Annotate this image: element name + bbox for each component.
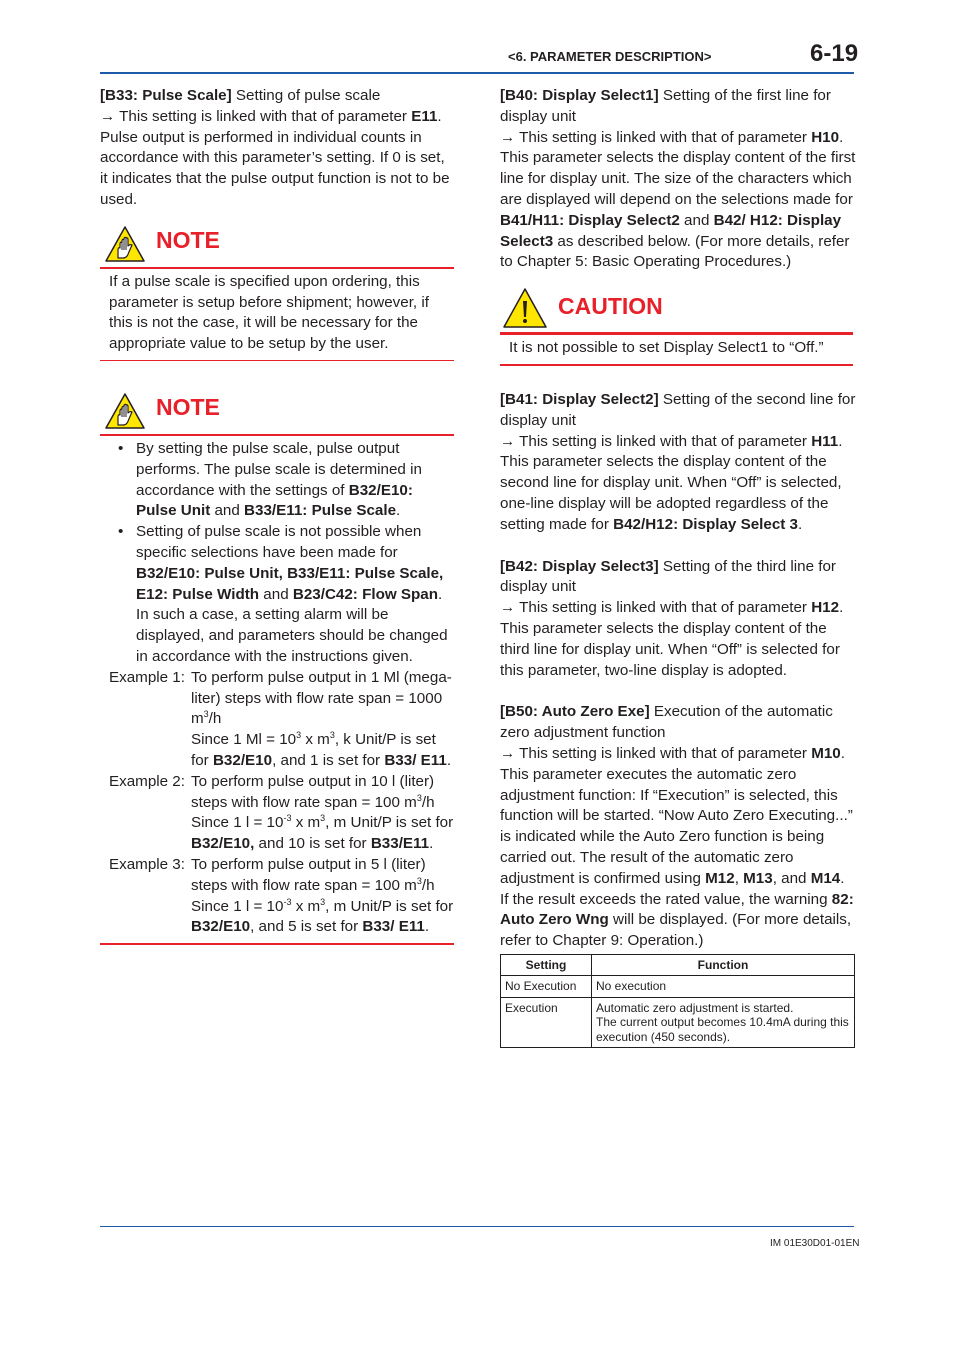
footer-rule: [100, 1226, 854, 1227]
note-box-2: [100, 392, 454, 945]
header-rule: [100, 72, 854, 74]
hand-warning-icon: [104, 225, 146, 263]
b40-title: [B40: Display Select1]: [500, 87, 659, 104]
auto-zero-table: [500, 954, 855, 1049]
bullet-icon: •: [118, 439, 124, 457]
hand-warning-icon: [104, 392, 146, 430]
table-header-function: Function: [592, 954, 855, 976]
arrow-icon: →: [500, 128, 516, 146]
note-bottom-rule: [100, 360, 454, 361]
example-3: Example 3: To perform pulse output in 5 l (liter) steps with flow rate span = 100 $m^3/h$ Since 1 $l = 10^{-3}$ x $m^3$, m Unit/P is set for B32/E10, and 5 is set for B33/ E11.: [109, 855, 454, 936]
b41-title: [B41: Display Select2]: [500, 390, 659, 408]
left-column: [100, 86, 454, 945]
table-cell-function: No execution: [592, 976, 855, 998]
document-id: IM 01E30D01-01EN: [770, 1238, 860, 1249]
note-title: NOTE: [156, 226, 220, 253]
table-cell-function: Automatic zero adjustment is started. The current output becomes 10.4mA during this execution (450 seconds).: [592, 997, 855, 1048]
caution-body: It is not possible to set Display Select1 to “Off.”: [509, 339, 824, 357]
b42-title: [B42: Display Select3]: [500, 557, 659, 575]
arrow-icon: →: [100, 107, 116, 125]
b33-title: [B33: Pulse Scale]: [100, 87, 232, 104]
note-title: NOTE: [156, 393, 220, 420]
caution-title: CAUTION: [558, 293, 663, 320]
exclamation-triangle-icon: [502, 287, 548, 329]
b42-paragraph: [B42: Display Select3] Setting of the third line for display unit → This setting is linked with that of parameter H12. This parameter selects the display content of the third line for display unit. When “Off” is selected for this parameter, two-line display is adopted.: [500, 557, 844, 679]
example-2: Example 2: To perform pulse output in 10 l (liter) steps with flow rate span = 100 $m^3/h$ Since 1 $l = 10^{-3}$ x $m^3$, m Unit/P is set for B32/E10, and 10 is set for B33/E11.: [109, 772, 454, 853]
table-header-setting: Setting: [501, 954, 592, 976]
page-number: 6-19: [810, 40, 859, 67]
b50-title: [B50: Auto Zero Exe]: [500, 703, 650, 721]
table-row: [501, 976, 855, 998]
caution-box: [500, 287, 853, 366]
arrow-icon: →: [500, 599, 516, 617]
arrow-icon: →: [500, 432, 516, 450]
b33-paragraph: [B33: Pulse Scale] Setting of pulse scale → This setting is linked with that of parameter E11. Pulse output is performed in individual counts in accordance with this parameter’s setting. If 0 is set, it indicates that the pulse output function is not to be used.: [100, 87, 450, 208]
right-column: [500, 86, 856, 1048]
table-cell-setting: Execution: [501, 997, 592, 1048]
table-header-row: [501, 954, 855, 976]
example-1: Example 1: To perform pulse output in 1 Ml (mega-liter) steps with flow rate span = 1000 $m^3/h$ Since 1 $Ml = 10^3$ x $m^3$, k Unit/P is set for B32/E10, and 1 is set for B33/ E11.: [109, 668, 452, 769]
b50-paragraph: [B50: Auto Zero Exe] Execution of the automatic zero adjustment function → This setting is linked with that of parameter M10. This parameter executes the automatic zero adjustment function: If “Execution” is selected, this function will be started. “Now Auto Zero Executing...” is indicated while the Auto Zero function is being carried out. The result of the automatic zero adjustment is confirmed using M12, M13, and M14. If the result exceeds the rated value, the warning 82: Auto Zero Wng will be displayed. (For more details, refer to Chapter 9: Operation.): [500, 703, 854, 950]
table-cell-setting: No Execution: [501, 976, 592, 998]
list-item: • By setting the pulse scale, pulse output performs. The pulse scale is determined in accordance with the settings of B32/E10: Pulse Unit and B33/E11: Pulse Scale.: [118, 439, 422, 520]
caution-bottom-rule: [500, 364, 853, 366]
b40-paragraph: [B40: Display Select1] Setting of the first line for display unit → This setting is linked with that of parameter H10. This parameter selects the display content of the first line for display unit. The size of the characters which are displayed will depend on the selections made for B41/H11: Display Select2 and B42/ H12: Display Select3 as described below. (For more details, refer to Chapter 5: Basic Operating Procedures.): [500, 87, 856, 271]
table-row: [501, 997, 855, 1048]
arrow-icon: →: [500, 744, 516, 762]
note-bottom-rule: [100, 943, 454, 945]
bullet-icon: •: [118, 523, 124, 541]
list-item: • Setting of pulse scale is not possible when specific selections have been made for B32/E10: Pulse Unit, B33/E11: Pulse Scale, E12: Pulse Width and B23/C42: Flow Span. In such a case, a setting alarm will be displayed, and parameters should be changed in accordance with the instructions given.: [118, 523, 448, 665]
section-title: <6. PARAMETER DESCRIPTION>: [508, 49, 712, 64]
note-body: If a pulse scale is specified upon ordering, this parameter is setup before shipment; however, if this is not the case, it will be necessary for the appropriate value to be setup by the user.: [109, 272, 429, 353]
note-box-1: [100, 225, 454, 361]
b41-paragraph: [B41: Display Select2] Setting of the second line for display unit → This setting is linked with that of parameter H11. This parameter selects the display content of the second line for display unit. When “Off” is selected, one-line display will be adopted regardless of the setting made for B42/H12: Display Select 3.: [500, 390, 856, 533]
